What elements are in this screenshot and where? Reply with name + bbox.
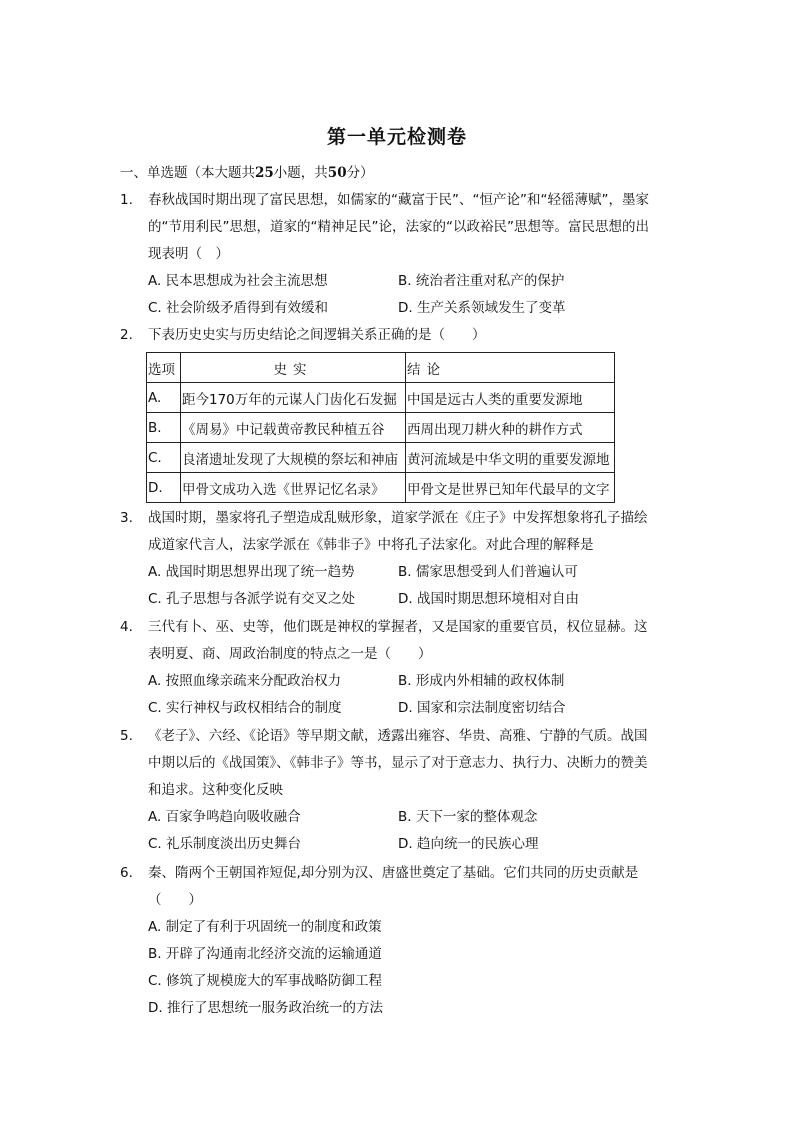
row-conclusion: 西周出现刀耕火种的耕作方式 xyxy=(406,413,615,443)
question-stem: 下表历史史实与历史结论之间逻辑关系正确的是（ ） xyxy=(148,327,486,343)
option-d[interactable]: D. 生产关系领域发生了变革 xyxy=(398,300,566,316)
section-heading xyxy=(120,161,374,181)
option-b[interactable]: B. 统治者注重对私产的保护 xyxy=(398,273,565,289)
row-conclusion: 中国是远古人类的重要发源地 xyxy=(406,383,615,413)
option-c[interactable]: C. 实行神权与政权相结合的制度 xyxy=(148,700,342,716)
option-d[interactable]: D. 国家和宗法制度密切结合 xyxy=(398,700,566,716)
option-b[interactable]: B. 开辟了沟通南北经济交流的运输通道 xyxy=(148,946,382,962)
table-row xyxy=(147,383,615,413)
option-d[interactable]: D. 战国时期思想环境相对自由 xyxy=(398,591,579,607)
option-c[interactable]: C. 修筑了规模庞大的军事战略防御工程 xyxy=(148,973,383,989)
question-number: 4. xyxy=(120,619,133,635)
question-stem: 秦、隋两个王朝国祚短促,却分别为汉、唐盛世奠定了基础。它们共同的历史贡献是（ ） xyxy=(148,865,639,908)
question-number: 6. xyxy=(120,865,133,881)
question-number: 2. xyxy=(120,327,133,343)
question-options xyxy=(148,559,650,613)
question-stem: 春秋战国时期出现了富民思想，如儒家的“藏富于民”、“恒产论”和“轻徭薄赋”，墨家的“节用利民”思想，道家的“精神足民”论，法家的“以政裕民”思想等。富民思想的出现表明（ ） xyxy=(148,192,649,262)
option-d[interactable]: D. 趋向统一的民族心理 xyxy=(398,836,539,852)
question-2 xyxy=(120,322,650,349)
question-stem: 三代有卜、巫、史等，他们既是神权的掌握者，又是国家的重要官员，权位显赫。这表明夏、商、周政治制度的特点之一是（ ） xyxy=(148,619,648,662)
table-header-row xyxy=(147,353,615,383)
row-option: A. xyxy=(147,383,181,413)
history-table xyxy=(146,352,615,503)
section-count: 25 xyxy=(255,165,274,181)
question-number: 1. xyxy=(120,192,133,208)
question-options xyxy=(148,268,650,322)
question-options xyxy=(148,668,650,722)
option-a[interactable]: A. 百家争鸣趋向吸收融合 xyxy=(148,809,301,825)
table-row xyxy=(147,413,615,443)
question-6 xyxy=(120,860,650,1022)
option-b[interactable]: B. 儒家思想受到人们普遍认可 xyxy=(398,564,578,580)
header-fact: 史实 xyxy=(181,353,406,383)
row-conclusion: 甲骨文是世界已知年代最早的文字 xyxy=(406,473,615,503)
question-options xyxy=(148,914,650,1022)
question-5 xyxy=(120,723,650,858)
question-stem: 战国时期，墨家将孔子塑造成乱贼形象，道家学派在《庄子》中发挥想象将孔子描绘成道家代言人，法家学派在《韩非子》中将孔子法家化。对此合理的解释是 xyxy=(148,510,648,553)
option-b[interactable]: B. 天下一家的整体观念 xyxy=(398,809,538,825)
header-conclusion: 结论 xyxy=(406,353,615,383)
option-a[interactable]: A. 战国时期思想界出现了统一趋势 xyxy=(148,564,355,580)
option-a[interactable]: A. 制定了有利于巩固统一的制度和政策 xyxy=(148,919,382,935)
row-option: C. xyxy=(147,443,181,473)
table-row xyxy=(147,473,615,503)
row-option: D. xyxy=(147,473,181,503)
row-conclusion: 黄河流域是中华文明的重要发源地 xyxy=(406,443,615,473)
question-1 xyxy=(120,187,650,322)
row-fact: 甲骨文成功入选《世界记忆名录》 xyxy=(181,473,406,503)
question-options xyxy=(148,804,650,858)
option-c[interactable]: C. 社会阶级矛盾得到有效缓和 xyxy=(148,300,329,316)
table-row xyxy=(147,443,615,473)
row-option: B. xyxy=(147,413,181,443)
option-a[interactable]: A. 按照血缘亲疏来分配政治权力 xyxy=(148,673,342,689)
option-c[interactable]: C. 礼乐制度淡出历史舞台 xyxy=(148,836,302,852)
question-stem: 《老子》、六经、《论语》等早期文献，透露出雍容、华贵、高雅、宁静的气质。战国中期以后的《战国策》、《韩非子》等书，显示了对于意志力、执行力、决断力的赞美和追求。这种变化反映 xyxy=(148,728,648,798)
option-b[interactable]: B. 形成内外相辅的政权体制 xyxy=(398,673,565,689)
page-title: 第一单元检测卷 xyxy=(326,126,467,148)
section-prefix: 一、单选题（本大题共 xyxy=(120,165,255,181)
row-fact: 《周易》中记载黄帝教民种植五谷 xyxy=(181,413,406,443)
row-fact: 距今170万年的元谋人门齿化石发掘 xyxy=(181,383,406,413)
question-number: 5. xyxy=(120,728,133,744)
question-number: 3. xyxy=(120,510,133,526)
option-d[interactable]: D. 推行了思想统一服务政治统一的方法 xyxy=(148,1000,383,1016)
question-4 xyxy=(120,614,650,722)
section-mid: 小题，共 xyxy=(273,165,328,181)
header-option: 选项 xyxy=(147,353,181,383)
option-c[interactable]: C. 孔子思想与各派学说有交叉之处 xyxy=(148,591,356,607)
row-fact: 良渚遗址发现了大规模的祭坛和神庙 xyxy=(181,443,406,473)
option-a[interactable]: A. 民本思想成为社会主流思想 xyxy=(148,273,328,289)
section-points: 50 xyxy=(327,165,347,181)
question-3 xyxy=(120,505,650,613)
section-suffix: 分） xyxy=(346,165,374,181)
